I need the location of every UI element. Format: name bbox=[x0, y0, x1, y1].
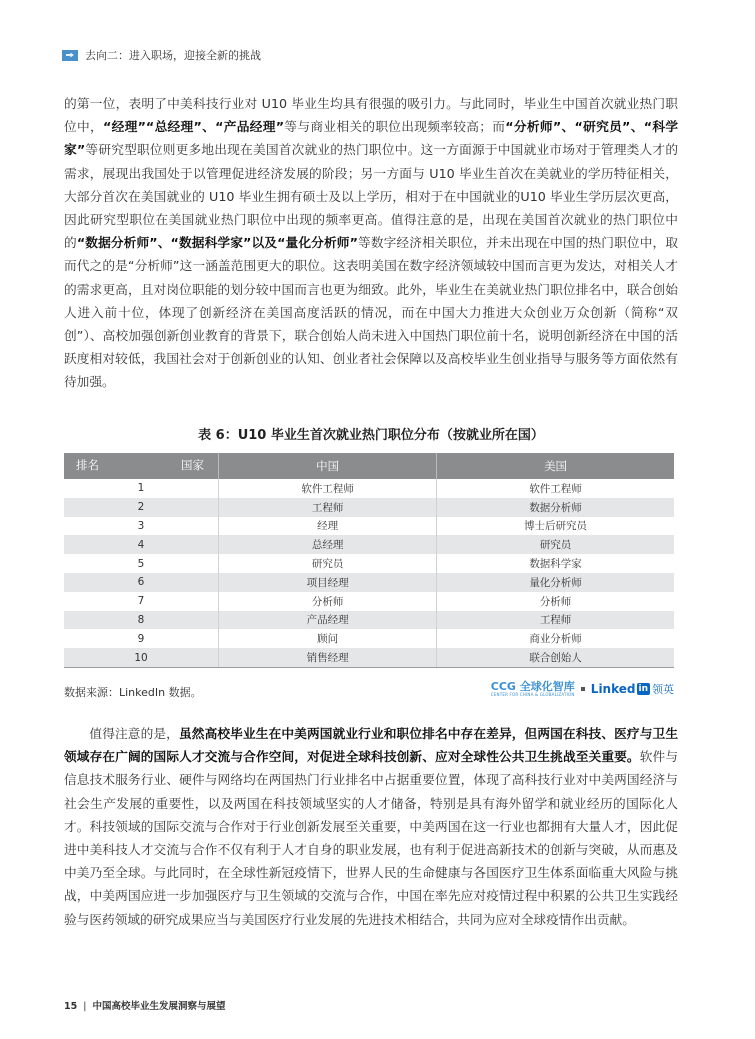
rank-cell: 1 bbox=[137, 482, 145, 495]
ccg-logo-subtext: CENTER FOR CHINA & GLOBALIZATION bbox=[490, 691, 575, 697]
separator-dot bbox=[581, 687, 585, 691]
china-cell: 研究员 bbox=[219, 554, 437, 573]
page-footer bbox=[64, 998, 225, 1012]
body-paragraph-1 bbox=[64, 92, 678, 394]
table-row bbox=[64, 479, 674, 498]
rank-cell: 3 bbox=[137, 519, 145, 532]
china-cell: 总经理 bbox=[219, 535, 437, 554]
rank-cell: 9 bbox=[137, 632, 145, 645]
china-cell: 分析师 bbox=[219, 592, 437, 611]
rank-country-header bbox=[64, 453, 219, 479]
section-title: 去向二：进入职场，迎接全新的挑战 bbox=[85, 49, 261, 62]
text-segment: 的第一位，表明了中美科技行业对 U10 毕业生均具有很强的吸引力。与此同时，毕业生中国首次就业热门职位中， bbox=[64, 96, 678, 135]
china-cell: 软件工程师 bbox=[219, 479, 437, 498]
china-cell: 销售经理 bbox=[219, 648, 437, 667]
table-row bbox=[64, 648, 674, 667]
usa-cell: 软件工程师 bbox=[437, 479, 674, 498]
rank-header: 排名 bbox=[76, 458, 99, 472]
logos bbox=[491, 681, 674, 697]
rank-cell: 8 bbox=[64, 611, 219, 630]
usa-cell: 工程师 bbox=[437, 611, 674, 630]
linkedin-logo-text: Linked bbox=[590, 682, 636, 696]
table-row bbox=[64, 498, 674, 517]
usa-cell: 博士后研究员 bbox=[437, 517, 674, 536]
text-segment: 等数字经济相关职位，并未出现在中国的热门职位中，取而代之的是“分析师”这一涵盖范围更大的职位。这表明美国在数字经济领域较中国而言更为发达，对相关人才的需求更高，且对岗位职能的划分较中国而言也更为细致。此外，毕业生在美就业热门职位排名中，联合创始人进入前十位，体现了创新经济在美国高度活跃的情况，而在中国大力推进大众创业万众创新（简称“双创”）、高校加强创新创业教育的背景下，联合创始人尚未进入中国热门职位前十名，说明创新经济在中国的活跃度相对较低，我国社会对于创新创业的认知、创业者社会保障以及高校毕业生创业指导与服务等方面依然有待加强。 bbox=[64, 235, 679, 390]
linkedin-logo bbox=[591, 681, 674, 697]
linkedin-in-icon: in bbox=[638, 684, 648, 694]
rank-cell: 7 bbox=[137, 595, 145, 608]
text-segment: 等研究型职位则更多地出现在美国首次就业的热门职位中。这一方面源于中国就业市场对于管理类人才的需求，展现出我国处于以管理促进经济发展的阶段；另一方面与 U10 毕业生首次在美就业的学历特征相关，大部分首次在美国就业的 U10 毕业生拥有硕士及以上学历，相对于在中国就业的U10 毕业生学历层次更高，因此研究型职位在美国就业热门职位中出现的频率更高。值得注意的是，出现在美国首次就业的热门职位中的 bbox=[64, 142, 679, 251]
table-header-row bbox=[64, 453, 674, 479]
china-header: 中国 bbox=[219, 453, 437, 479]
jobs-table bbox=[64, 453, 674, 668]
usa-cell: 数据分析师 bbox=[437, 498, 674, 517]
usa-cell: 研究员 bbox=[437, 535, 674, 554]
country-header: 国家 bbox=[181, 458, 205, 472]
china-cell: 产品经理 bbox=[219, 611, 437, 630]
rank-cell: 10 bbox=[64, 648, 219, 667]
text-segment: 等与商业相关的职位出现频率较高；而 bbox=[284, 119, 506, 135]
table-row bbox=[64, 573, 674, 592]
table-row bbox=[64, 629, 674, 648]
rank-cell: 4 bbox=[64, 535, 219, 554]
text-segment: 值得注意的是， bbox=[89, 726, 179, 741]
page-header bbox=[62, 46, 261, 64]
usa-cell: 分析师 bbox=[437, 592, 674, 611]
usa-cell: 联合创始人 bbox=[437, 648, 674, 667]
usa-cell: 数据科学家 bbox=[437, 554, 674, 573]
table-row bbox=[64, 517, 674, 536]
rank-cell: 5 bbox=[137, 557, 145, 570]
china-cell: 工程师 bbox=[219, 498, 437, 517]
table-title: 表 6：U10 毕业生首次就业热门职位分布（按就业所在国） bbox=[198, 428, 544, 443]
table-row bbox=[64, 592, 674, 611]
ccg-logo-text: CCG 全球化智库 bbox=[490, 679, 575, 693]
china-cell: 项目经理 bbox=[219, 573, 437, 592]
usa-header: 美国 bbox=[437, 453, 674, 479]
footer-title: 中国高校毕业生发展洞察与展望 bbox=[92, 1001, 226, 1012]
bold-text: “分析师”、“研究员”、“科学家” bbox=[64, 119, 679, 158]
table-row bbox=[64, 611, 674, 630]
usa-cell: 商业分析师 bbox=[437, 629, 674, 648]
table-row bbox=[64, 535, 674, 554]
body-paragraph-2 bbox=[64, 722, 678, 931]
footer-separator: | bbox=[83, 1001, 87, 1012]
arrow-icon bbox=[62, 50, 78, 61]
china-cell: 顾问 bbox=[219, 629, 437, 648]
table-row bbox=[64, 554, 674, 573]
china-cell: 经理 bbox=[219, 517, 437, 536]
ccg-logo bbox=[490, 679, 575, 697]
page-number: 15 bbox=[64, 1001, 78, 1012]
data-source: 数据来源：LinkedIn 数据。 bbox=[64, 686, 202, 699]
rank-cell: 6 bbox=[64, 573, 219, 592]
rank-cell: 2 bbox=[64, 498, 219, 517]
usa-cell: 量化分析师 bbox=[437, 573, 674, 592]
linkedin-cn-text: 领英 bbox=[652, 683, 674, 696]
bold-text: “经理”“总经理”、“产品经理” bbox=[102, 119, 285, 135]
text-segment: 软件与信息技术服务行业、硬件与网络均在两国热门行业排名中占据重要位置，体现了高科技行业对中美两国经济与社会生产发展的重要性，以及两国在科技领域坚实的人才储备，特别是具有海外留学和就业经历的国际化人才。科技领域的国际交流与合作对于行业创新发展至关重要，中美两国在这一行业也都拥有大量人才，因此促进中美科技人才交流与合作不仅有利于人才自身的职业发展，也有利于促进高新技术的创新与突破，从而惠及中美乃至全球。与此同时，在全球性新冠疫情下，世界人民的生命健康与各国医疗卫生体系面临重大风险与挑战，中美两国应进一步加强医疗与卫生领域的交流与合作，中国在率先应对疫情过程中积累的公共卫生实践经验与医药领域的研究成果应当与美国医疗行业发展的先进技术相结合，共同为应对全球疫情作出贡献。 bbox=[64, 749, 679, 927]
bold-text: 虽然高校毕业生在中美两国就业行业和职位排名中存在差异，但两国在科技、医疗与卫生领域存在广阔的国际人才交流与合作空间，对促进全球科技创新、应对全球性公共卫生挑战至关重要。 bbox=[64, 726, 679, 765]
bold-text: “数据分析师”、“数据科学家”以及“量化分析师” bbox=[76, 235, 358, 251]
